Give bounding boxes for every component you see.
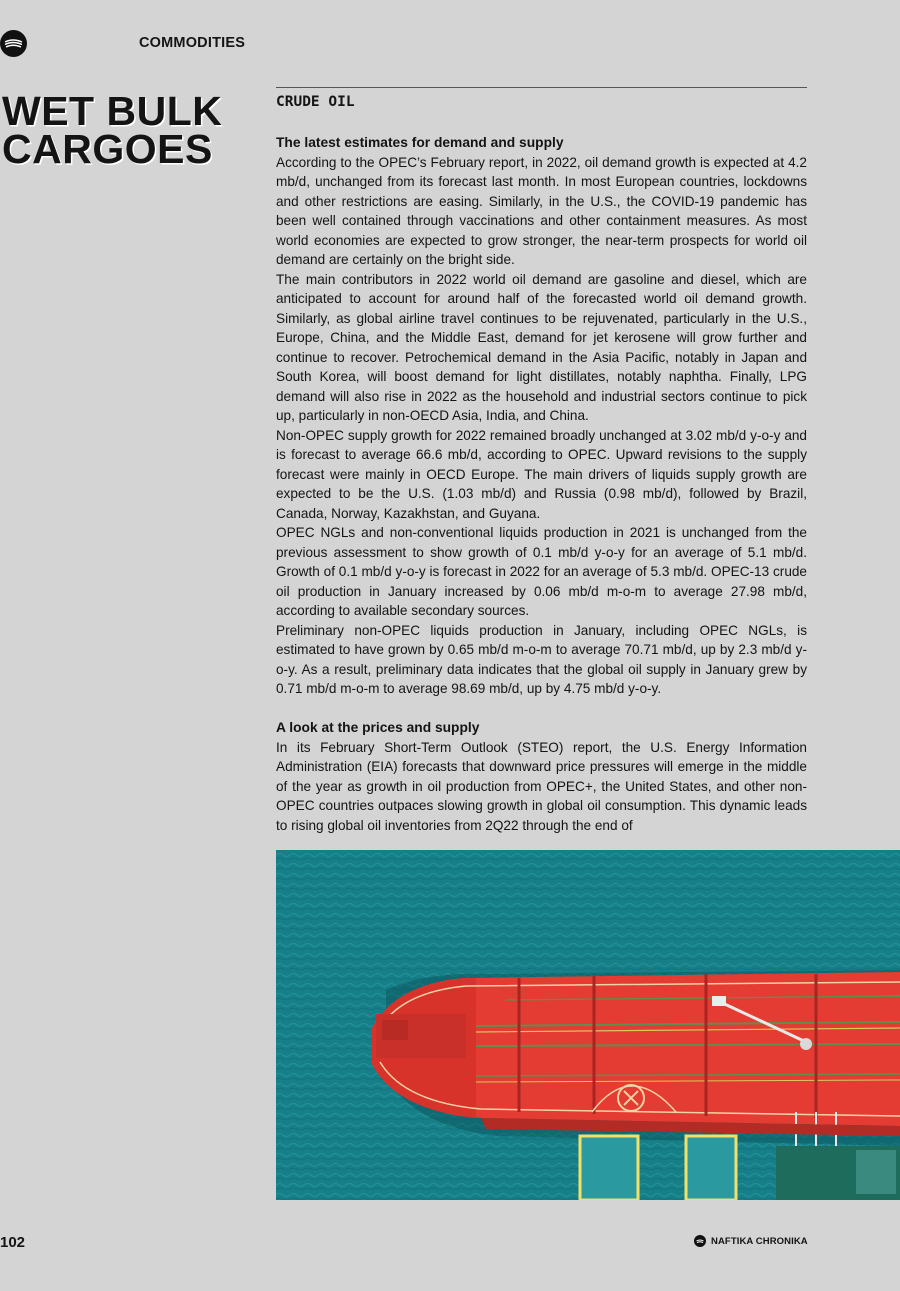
page-title [2,88,223,172]
page-number: 102 [0,1234,26,1251]
tanker-aerial-photo [276,850,900,1200]
article-paragraph: According to the OPEC’s February report, in 2022, oil demand growth is expected at 4.2 mb/d, unchanged from its forecast last month. In most European countries, lockdowns and other restrictions are easing. Similarly, in the U.S., the COVID-19 pandemic has been well contained through vaccinations and other containment measures. As most world economies are expected to grow stronger, the near-term prospects for world oil demand are certainly on the bright side. [276,154,807,267]
article-category-label: CRUDE OIL [276,94,355,110]
article-paragraph: Non-OPEC supply growth for 2022 remained broadly unchanged at 3.02 mb/d y-o-y and is forecast to average 66.6 mb/d, according to OPEC. Upward revisions to the supply forecast were mainly in OECD Europe. The main drivers of liquids supply growth are expected to be the U.S. (1.03 mb/d) and Russia (0.98 mb/d), followed by Brazil, Canada, Norway, Kazakhstan, and Guyana. [276,427,807,521]
page-title-line-2: CARGOES [2,126,213,172]
section-label: COMMODITIES [139,35,246,51]
footer-brand [694,1235,808,1247]
article-paragraph: In its February Short-Term Outlook (STEO) report, the U.S. Energy Information Administration (EIA) forecasts that downward price pressures will emerge in the middle of the year as growth in oil production from OPEC+, the United States, and other non-OPEC countries outpaces slowing growth in global oil consumption. This dynamic leads to rising global oil inventories from 2Q22 through the end of [276,739,807,833]
article-paragraph: OPEC NGLs and non-conventional liquids production in 2021 is unchanged from the previous assessment to show growth of 0.1 mb/d y-o-y for an average of 5.1 mb/d. Growth of 0.1 mb/d y-o-y is forecast in 2022 for an average of 5.3 mb/d. OPEC-13 crude oil production in January increased by 0.06 mb/d m-o-m to average 27.98 mb/d, according to available secondary sources. [276,525,807,618]
article-paragraph: The main contributors in 2022 world oil demand are gasoline and diesel, which are anticipated to account for around half of the forecasted world oil demand growth. Similarly, as global airline travel continues to be rejuvenated, particularly in the U.S., Europe, China, and the Middle East, demand for jet kerosene will grow further and continue to recover. Petrochemical demand in the Asia Pacific, notably in Japan and South Korea, will boost demand for light distillates, notably naphtha. Finally, LPG demand will also rise in 2022 as the household and industrial sectors continue to pick up, particularly in non-OECD Asia, India, and China. [276,271,807,423]
paragraph-spacer [276,699,807,719]
article-paragraph: Preliminary non-OPEC liquids production in January, including OPEC NGLs, is estimated to have grown by 0.65 mb/d m-o-m to average 70.71 mb/d, up by 2.3 mb/d y-o-y. As a result, preliminary data indicates that the global oil supply in January grew by 0.71 mb/d m-o-m to average 98.69 mb/d, up by 4.75 mb/d y-o-y. [276,622,807,696]
article-heading-prices-supply: A look at the prices and supply [276,720,480,735]
article-heading-demand-supply: The latest estimates for demand and supply [276,135,564,150]
page-title-line-1: WET BULK [2,88,223,134]
divider [276,87,807,88]
article-body [276,133,807,835]
brand-logo-icon [694,1235,706,1247]
brand-name: NAFTIKA CHRONIKA [711,1235,808,1247]
magazine-logo-icon [0,30,27,57]
